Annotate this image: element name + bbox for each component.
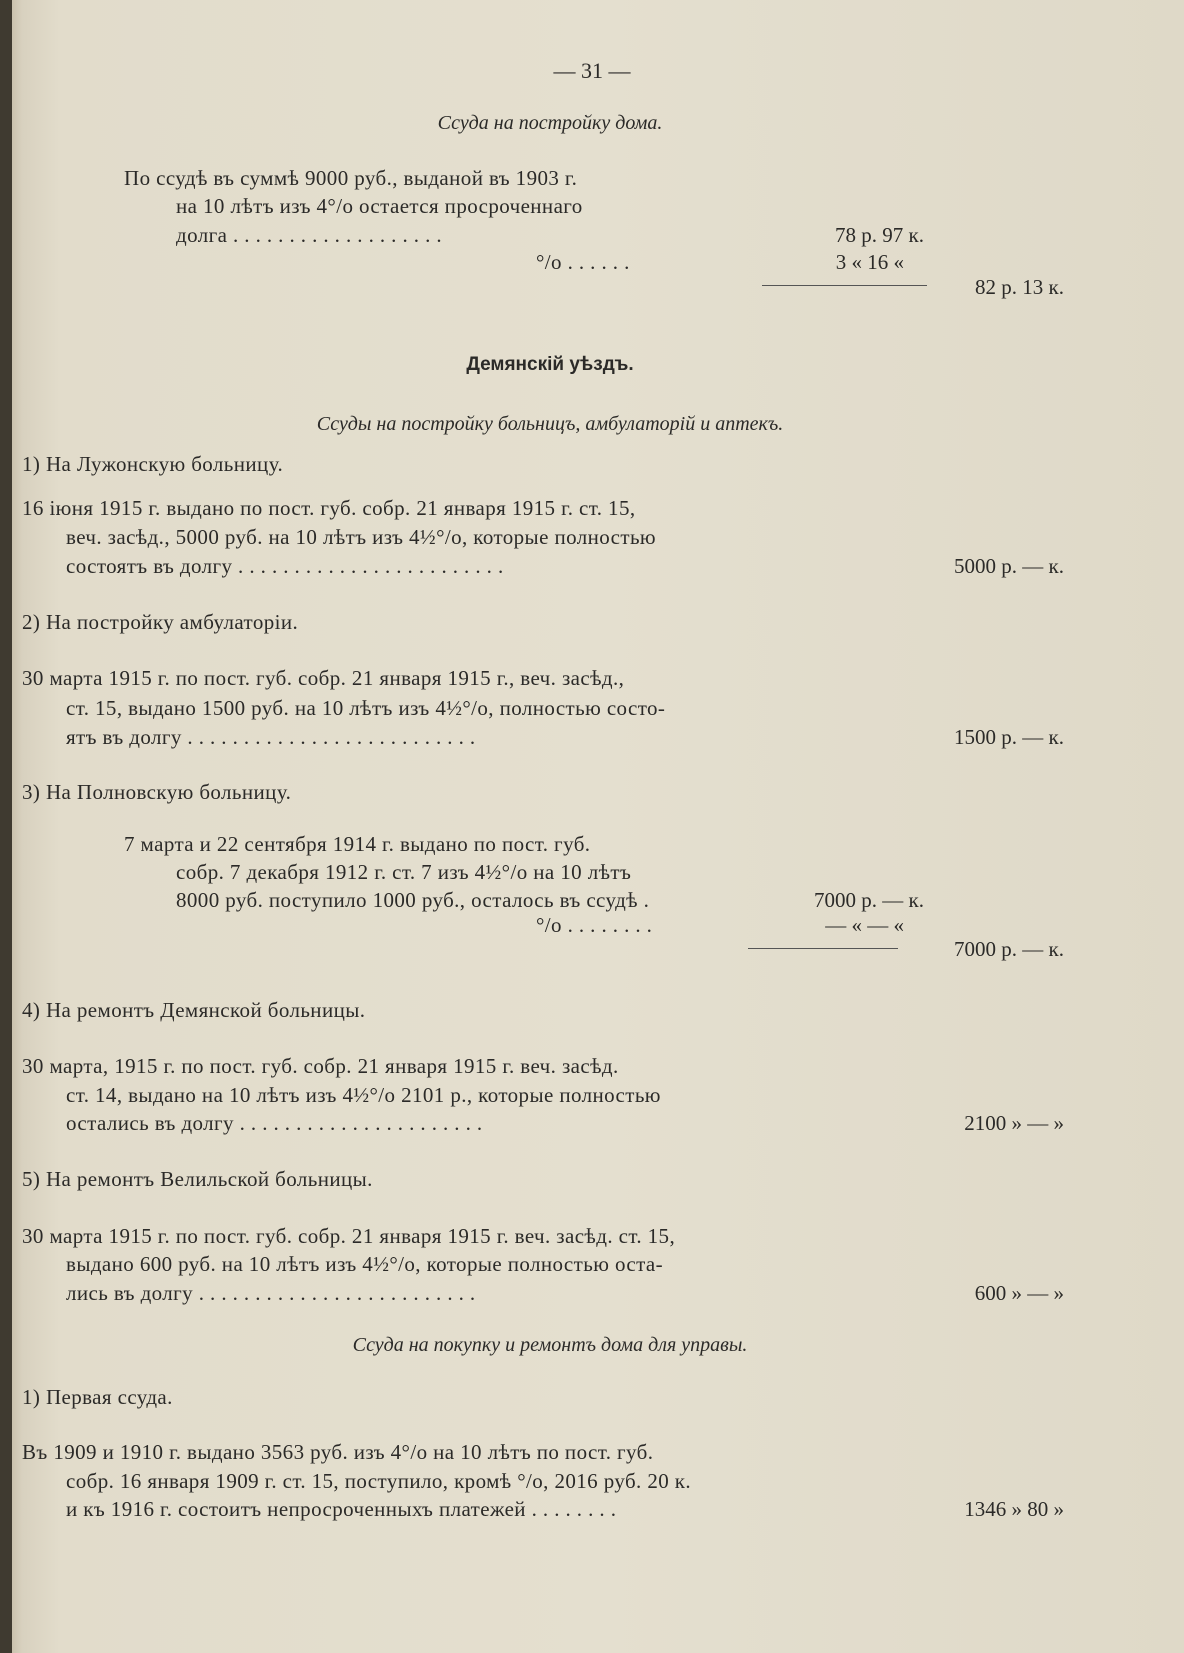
item-5-line-3: лись въ долгу . . . . . . . . . . . . . . . . . . . . . . . . . xyxy=(66,1281,476,1305)
item-3-line-1: 7 марта и 22 сентября 1914 г. выдано по пост. губ. xyxy=(124,832,591,856)
item-1-heading: 1) На Лужонскую больницу. xyxy=(22,452,284,476)
item-2-line-3: ятъ въ долгу . . . . . . . . . . . . . . . . . . . . . . . . . . xyxy=(66,725,476,749)
item-3-heading: 3) На Полновскую больницу. xyxy=(22,780,292,804)
house-loan-interest: 3 « 16 « xyxy=(835,250,904,274)
item-3-principal: 7000 р. — к. xyxy=(814,888,924,912)
item-5-amount: 600 » — » xyxy=(974,1281,1064,1305)
office-item-1-heading: 1) Первая ссуда. xyxy=(22,1385,173,1409)
item-1-line-2: веч. засѣд., 5000 руб. на 10 лѣтъ изъ 4½°/o, которые полностью xyxy=(66,525,657,549)
item-1-amount: 5000 р. — к. xyxy=(954,554,1064,578)
house-loan-line-2: на 10 лѣтъ изъ 4°/o остается просроченнаго xyxy=(176,194,583,218)
item-3-percent-label: °/o . . . . . . . . xyxy=(536,913,653,937)
divider-rule xyxy=(762,285,927,286)
item-4-heading: 4) На ремонтъ Демянской больницы. xyxy=(22,998,366,1022)
office-item-1-line-3: и къ 1916 г. состоитъ непросроченныхъ платежей . . . . . . . . xyxy=(66,1497,617,1521)
item-2-amount: 1500 р. — к. xyxy=(954,725,1064,749)
house-loan-total: 82 р. 13 к. xyxy=(975,275,1064,299)
item-3-total: 7000 р. — к. xyxy=(954,937,1064,961)
item-3-interest: — « — « xyxy=(825,913,904,937)
house-loan-line-1: По ссудѣ въ суммѣ 9000 руб., выданой въ 1903 г. xyxy=(124,166,578,190)
item-3-line-3: 8000 руб. поступило 1000 руб., осталось въ ссудѣ . xyxy=(176,888,650,912)
item-2-heading: 2) На постройку амбулаторіи. xyxy=(22,610,299,634)
item-1-line-3: состоятъ въ долгу . . . . . . . . . . . . . . . . . . . . . . . . xyxy=(66,554,504,578)
item-3-line-2: собр. 7 декабря 1912 г. ст. 7 изъ 4½°/o на 10 лѣтъ xyxy=(176,860,632,884)
office-item-1-amount: 1346 » 80 » xyxy=(964,1497,1064,1521)
item-4-line-2: ст. 14, выдано на 10 лѣтъ изъ 4½°/o 2101 р., которые полностью xyxy=(66,1083,661,1107)
section-title-office-loan: Ссуда на покупку и ремонтъ дома для управы. xyxy=(352,1334,748,1356)
district-heading: Демянскій уѣздъ. xyxy=(466,354,634,375)
office-item-1-line-2: собр. 16 января 1909 г. ст. 15, поступило, кромѣ °/o, 2016 руб. 20 к. xyxy=(66,1469,692,1493)
section-title-house-loan: Ссуда на постройку дома. xyxy=(437,112,663,134)
page-number: — 31 — xyxy=(553,58,631,83)
item-5-line-2: выдано 600 руб. на 10 лѣтъ изъ 4½°/o, которые полностью оста- xyxy=(66,1252,664,1276)
house-loan-principal: 78 р. 97 к. xyxy=(835,223,924,247)
office-item-1-line-1: Въ 1909 и 1910 г. выдано 3563 руб. изъ 4°/o на 10 лѣтъ по пост. губ. xyxy=(22,1440,654,1464)
house-loan-percent-label: °/o . . . . . . xyxy=(536,250,630,274)
house-loan-line-3: долга . . . . . . . . . . . . . . . . . . . xyxy=(176,223,443,247)
item-4-line-1: 30 марта, 1915 г. по пост. губ. собр. 21 января 1915 г. веч. засѣд. xyxy=(22,1054,619,1078)
item-5-line-1: 30 марта 1915 г. по пост. губ. собр. 21 января 1915 г. веч. засѣд. ст. 15, xyxy=(22,1224,676,1248)
item-4-line-3: остались въ долгу . . . . . . . . . . . . . . . . . . . . . . xyxy=(66,1111,483,1135)
item-1-line-1: 16 іюня 1915 г. выдано по пост. губ. собр. 21 января 1915 г. ст. 15, xyxy=(22,496,636,520)
divider-rule xyxy=(748,948,898,949)
book-spine-edge xyxy=(0,0,12,1653)
item-2-line-1: 30 марта 1915 г. по пост. губ. собр. 21 января 1915 г., веч. засѣд., xyxy=(22,666,625,690)
item-5-heading: 5) На ремонтъ Велильской больницы. xyxy=(22,1167,373,1191)
item-2-line-2: ст. 15, выдано 1500 руб. на 10 лѣтъ изъ 4½°/o, полностью состо- xyxy=(66,696,666,720)
section-title-hospital-loans: Ссуды на постройку больницъ, амбулаторій и аптекъ. xyxy=(316,413,784,435)
item-4-amount: 2100 » — » xyxy=(964,1111,1064,1135)
